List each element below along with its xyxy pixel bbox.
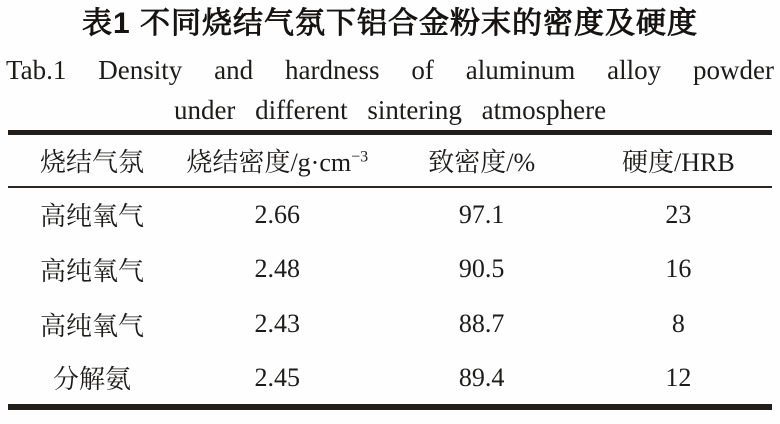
density-unit-base: 烧结密度/g·cm (186, 147, 352, 177)
cell-sintered-density: 2.45 (254, 362, 301, 392)
cell-sintered-density: 2.48 (254, 254, 301, 283)
table-caption-english-line2: under different sintering atmosphere (173, 95, 607, 125)
table-row (8, 242, 772, 297)
table-row (8, 352, 772, 407)
cell-relative-density: 97.1 (458, 199, 505, 229)
cell-sintered-density: 2.66 (254, 199, 301, 229)
cell-relative-density: 89.4 (458, 362, 505, 392)
column-header-relative-density: 致密度/% (428, 147, 536, 177)
column-header-hardness: 硬度/HRB (622, 147, 735, 177)
table-caption-english-line1: Tab.1 Density and hardness of aluminum alloy powder (6, 55, 774, 85)
sintering-results-table (8, 130, 772, 410)
column-header-sintered-density (176, 133, 378, 187)
cell-relative-density: 88.7 (458, 309, 505, 338)
cell-atmosphere: 分解氨 (53, 365, 132, 394)
density-unit-exponent: −3 (351, 148, 369, 166)
cell-atmosphere: 高纯氧气 (40, 311, 145, 341)
cell-relative-density: 90.5 (458, 254, 505, 283)
cell-atmosphere: 高纯氧气 (40, 202, 145, 231)
cell-sintered-density: 2.43 (254, 309, 301, 338)
column-header-atmosphere: 烧结气氛 (40, 147, 145, 177)
cell-hardness: 8 (671, 309, 685, 338)
cell-hardness: 23 (665, 199, 692, 229)
table-caption-chinese: 表1 不同烧结气氛下铝合金粉末的密度及硬度 (81, 7, 699, 40)
table-header-row (8, 133, 772, 187)
table-row (8, 297, 772, 352)
cell-hardness: 12 (665, 362, 692, 392)
table-row (8, 187, 772, 242)
cell-hardness: 16 (665, 254, 692, 283)
cell-atmosphere: 高纯氧气 (40, 256, 145, 286)
